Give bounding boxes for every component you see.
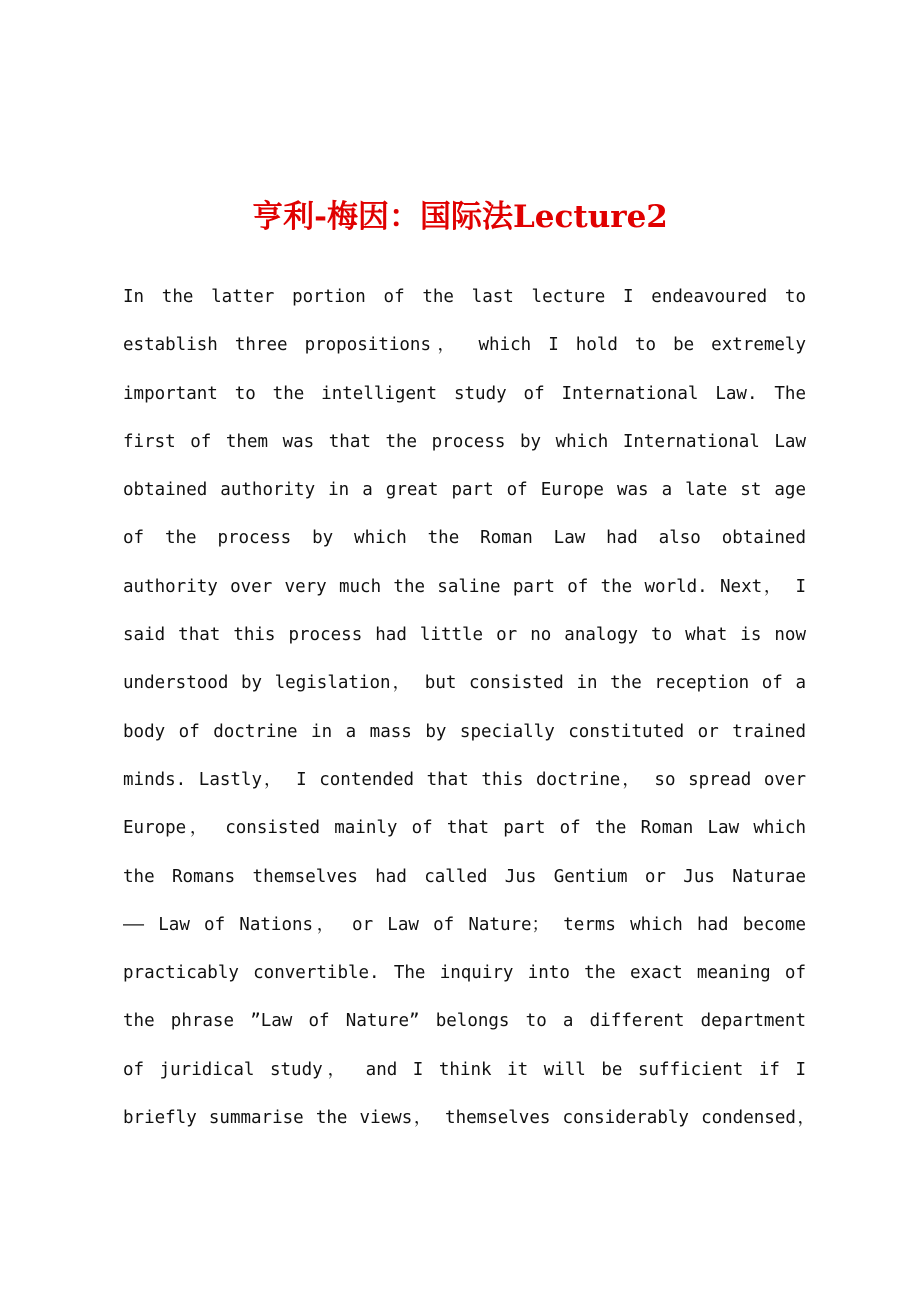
text-line-3: important to the intelligent study of International Law. The — [123, 383, 806, 404]
text-line-8: said that this process had little or no analogy to what is now — [123, 625, 806, 646]
text-line-7: authority over very much the saline part of the world. Next， I — [123, 576, 806, 597]
text-line-1: In the latter portion of the last lecture I endeavoured to — [123, 287, 806, 307]
text-line-16: the phrase ”Law of Nature” belongs to a different department — [123, 1011, 806, 1032]
text-line-12: Europe， consisted mainly of that part of the Roman Law which — [123, 818, 806, 839]
text-line-4: first of them was that the process by which International Law — [123, 431, 806, 452]
body-paragraph — [123, 273, 815, 1142]
text-line-9: understood by legislation， but consisted in the reception of a — [123, 673, 806, 694]
text-line-5: obtained authority in a great part of Europe was a late st age — [123, 480, 806, 501]
text-line-17: of juridical study， and I think it will be sufficient if I — [123, 1059, 806, 1080]
text-line-18: briefly summarise the views， themselves considerably condensed， — [123, 1108, 815, 1129]
text-line-2: establish three propositions， which I hold to be extremely — [123, 335, 806, 356]
document-title: 亨利-梅因：国际法Lecture2 — [252, 199, 668, 235]
text-line-15: practicably convertible. The inquiry into the exact meaning of — [123, 963, 806, 984]
text-line-10: body of doctrine in a mass by specially constituted or trained — [123, 721, 806, 742]
text-line-14: —— Law of Nations， or Law of Nature； terms which had become — [123, 914, 806, 935]
text-line-13: the Romans themselves had called Jus Gentium or Jus Naturae — [123, 866, 806, 887]
text-line-11: minds. Lastly， I contended that this doctrine， so spread over — [123, 769, 806, 790]
text-line-6: of the process by which the Roman Law had also obtained — [123, 528, 806, 549]
